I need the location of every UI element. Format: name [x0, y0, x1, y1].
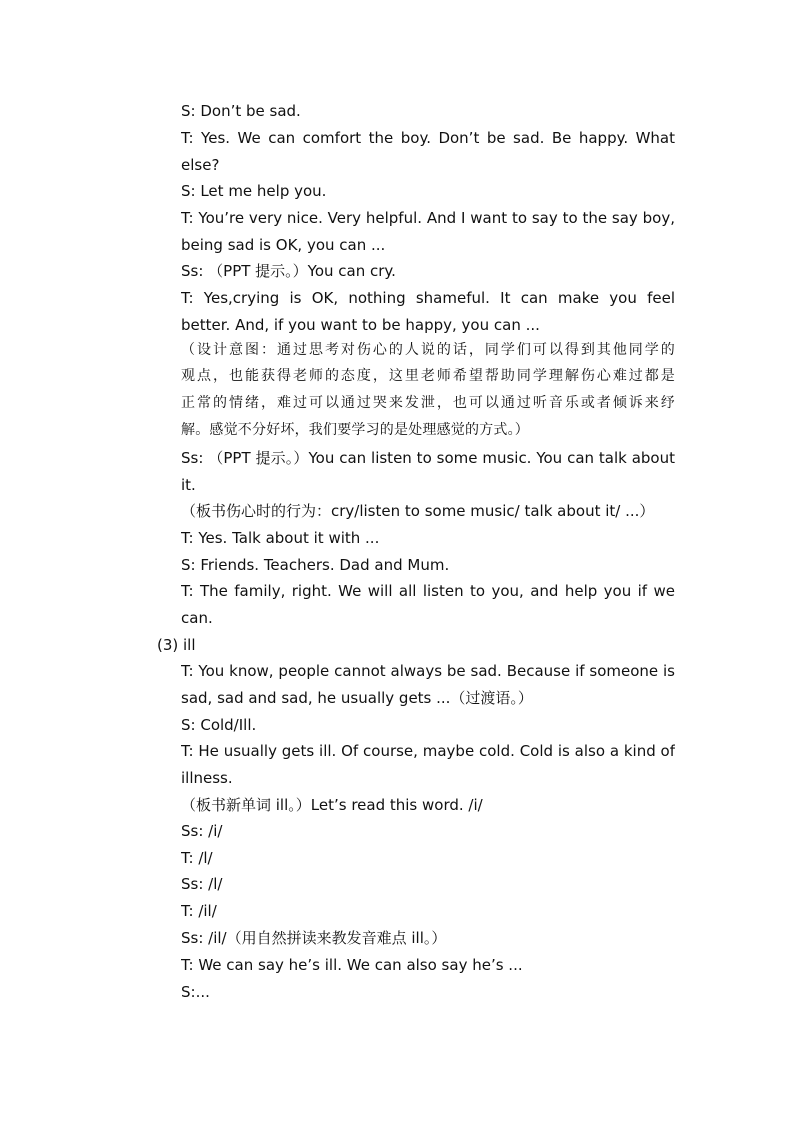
dialogue-line: S: Friends. Teachers. Dad and Mum.	[181, 556, 450, 574]
dialogue-line: T: The family, right. We will all listen to you, and help you if we	[181, 582, 675, 600]
design-intent-note: 正常的情绪，难过可以通过哭来发泄，也可以通过听音乐或者倾诉来纾	[181, 395, 675, 411]
blackboard-note: （板书伤心时的行为：cry/listen to some music/ talk about it/ ...）	[181, 502, 655, 520]
dialogue-line: T: You know, people cannot always be sad. Because if someone is	[181, 662, 675, 680]
dialogue-line: it.	[181, 476, 196, 494]
dialogue-line: can.	[181, 609, 213, 627]
dialogue-line: illness.	[181, 769, 233, 787]
dialogue-line: S: Let me help you.	[181, 182, 327, 200]
dialogue-line: else?	[181, 156, 220, 174]
dialogue-line: better. And, if you want to be happy, you can ...	[181, 316, 540, 334]
dialogue-line: Ss: /l/	[181, 875, 223, 893]
dialogue-line: T: He usually gets ill. Of course, maybe cold. Cold is also a kind of	[181, 742, 675, 760]
section-heading: (3) ill	[157, 636, 196, 654]
dialogue-line: being sad is OK, you can ...	[181, 236, 386, 254]
dialogue-line: T: You’re very nice. Very helpful. And I want to say to the say boy,	[181, 209, 675, 227]
dialogue-line: T: /l/	[181, 849, 213, 867]
design-intent-note: （设计意图：通过思考对伤心的人说的话，同学们可以得到其他同学的	[181, 342, 675, 358]
dialogue-line: sad, sad and sad, he usually gets ...（过渡语。）	[181, 689, 533, 707]
dialogue-line: T: Yes. We can comfort the boy. Don’t be sad. Be happy. What	[181, 129, 675, 147]
dialogue-line: Ss: /i/	[181, 822, 223, 840]
design-intent-note: 解。感觉不分好坏，我们要学习的是处理感觉的方式。）	[181, 422, 529, 438]
blackboard-note: （板书新单词 ill。）Let’s read this word. /i/	[181, 796, 483, 814]
dialogue-line: T: Yes. Talk about it with ...	[181, 529, 380, 547]
dialogue-line: Ss: （PPT 提示。）You can cry.	[181, 262, 396, 280]
dialogue-line: S: Don’t be sad.	[181, 102, 301, 120]
dialogue-line: S: Cold/Ill.	[181, 716, 257, 734]
dialogue-line: S:...	[181, 983, 210, 1001]
dialogue-line: T: Yes,crying is OK, nothing shameful. It can make you feel	[181, 289, 675, 307]
dialogue-line: T: We can say he’s ill. We can also say he’s ...	[181, 956, 523, 974]
dialogue-line: T: /il/	[181, 902, 217, 920]
design-intent-note: 观点，也能获得老师的态度，这里老师希望帮助同学理解伤心难过都是	[181, 368, 675, 384]
dialogue-line: Ss: （PPT 提示。）You can listen to some music. You can talk about	[181, 449, 675, 467]
dialogue-line: Ss: /il/（用自然拼读来教发音难点 ill。）	[181, 929, 447, 947]
